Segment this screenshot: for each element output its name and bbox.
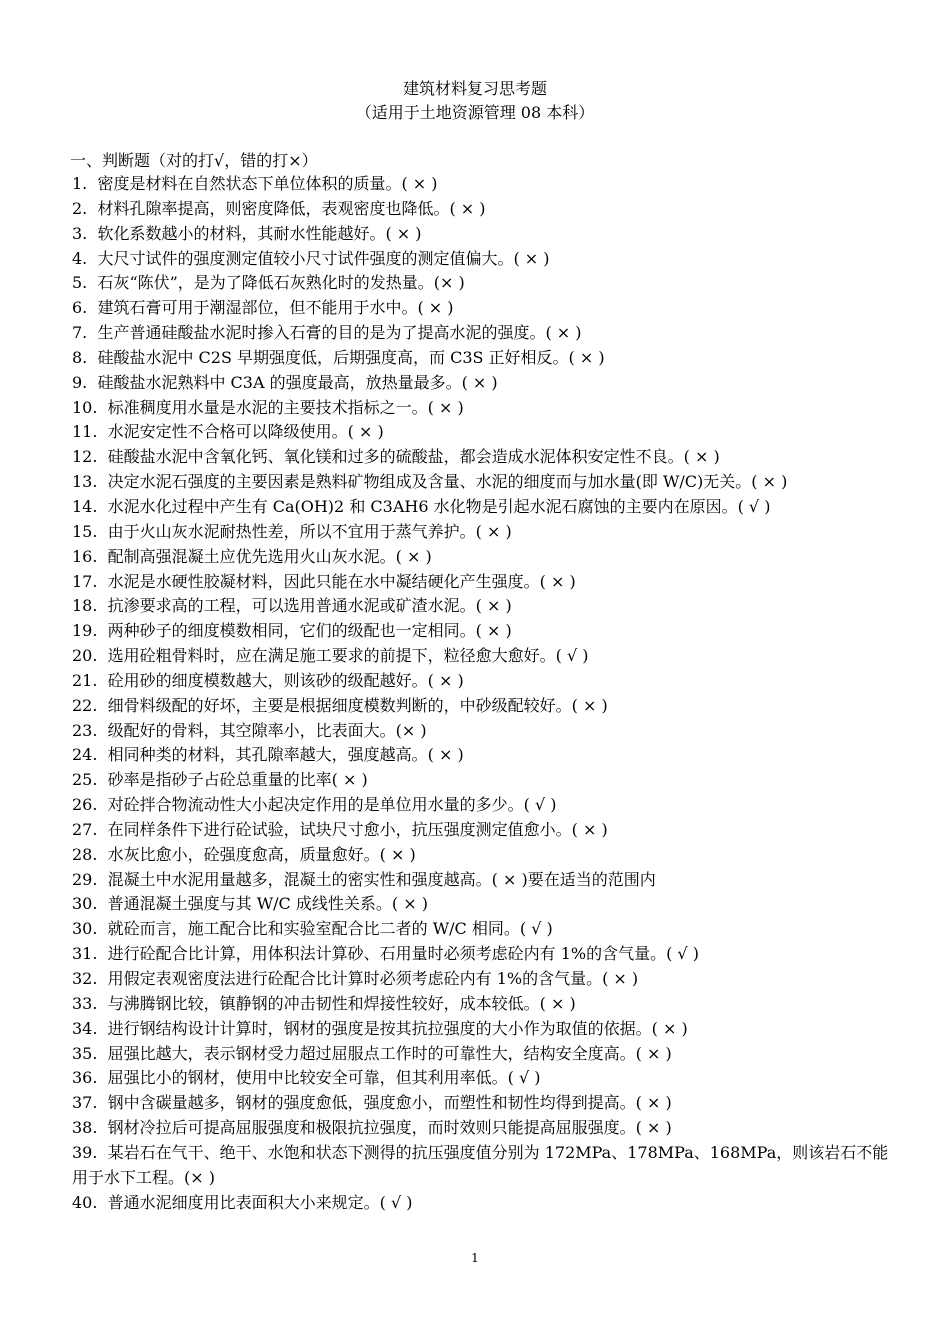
question-text: 屈强比越大，表示钢材受力超过屈服点工作时的可靠性大，结构安全度高。( × ) <box>107 1043 672 1063</box>
question-number: 30. <box>72 919 98 939</box>
question-text: 硅酸盐水泥熟料中 C3A 的强度最高，放热量最多。( × ) <box>97 372 498 392</box>
section-heading: 一、判断题（对的打√，错的打×） <box>70 151 318 170</box>
question-text: 进行钢结构设计计算时，钢材的强度是按其抗拉强度的大小作为取值的依据。( × ) <box>107 1018 688 1038</box>
question-number: 32. <box>72 969 98 988</box>
question-number: 40. <box>72 1192 98 1212</box>
question-text: 水泥水化过程中产生有 Ca(OH)2 和 C3AH6 水化物是引起水泥石腐蚀的主要内在原因。( √ ) <box>107 496 771 516</box>
question-item <box>72 917 892 942</box>
question-text: 级配好的骨料，其空隙率小，比表面大。(× ) <box>107 720 427 740</box>
question-text: 对砼拌合物流动性大小起决定作用的是单位用水量的多少。( √ ) <box>107 795 557 815</box>
question-text: 水灰比愈小，砼强度愈高，质量愈好。( × ) <box>107 844 416 864</box>
question-item <box>72 570 892 595</box>
question-text: 建筑石膏可用于潮湿部位，但不能用于水中。( × ) <box>97 298 454 318</box>
question-item <box>72 296 892 321</box>
question-text: 生产普通硅酸盐水泥时掺入石膏的目的是为了提高水泥的强度。( × ) <box>97 323 582 343</box>
question-text: 相同种类的材料，其孔隙率越大，强度越高。( × ) <box>107 745 464 765</box>
question-item <box>72 247 892 272</box>
question-number: 14. <box>72 496 98 516</box>
question-number: 20. <box>72 646 98 666</box>
question-item <box>72 1141 892 1191</box>
question-list <box>72 172 892 1215</box>
question-number: 9. <box>72 372 88 392</box>
question-item <box>72 396 892 421</box>
question-number: 37. <box>72 1093 98 1113</box>
question-number: 29. <box>72 869 98 889</box>
question-text: 硅酸盐水泥中含氧化钙、氧化镁和过多的硫酸盐，都会造成水泥体积安定性不良。( × ) <box>107 447 720 467</box>
question-text: 选用砼粗骨料时，应在满足施工要求的前提下，粒径愈大愈好。( √ ) <box>107 646 589 666</box>
question-number: 23. <box>72 720 98 740</box>
question-text: 大尺寸试件的强度测定值较小尺寸试件强度的测定值偏大。( × ) <box>97 248 550 268</box>
question-text: 钢材冷拉后可提高屈服强度和极限抗拉强度，而时效则只能提高屈服强度。( × ) <box>107 1118 672 1138</box>
question-item <box>72 967 892 992</box>
question-text: 与沸腾钢比较，镇静钢的冲击韧性和焊接性较好，成本较低。( × ) <box>107 993 576 1013</box>
question-number: 19. <box>72 621 98 641</box>
question-item <box>72 719 892 744</box>
question-item <box>72 619 892 644</box>
question-text: 软化系数越小的材料，其耐水性能越好。( × ) <box>97 223 422 243</box>
question-text: 某岩石在气干、绝干、水饱和状态下测得的抗压强度值分别为 172MPa、178MPa、168MPa，则该岩石不能用于水下工程。(× ) <box>72 1142 889 1187</box>
question-text: 普通水泥细度用比表面积大小来规定。( √ ) <box>107 1192 413 1212</box>
question-item <box>72 594 892 619</box>
page-number: 1 <box>471 1251 479 1265</box>
question-item <box>72 321 892 346</box>
question-number: 35. <box>72 1043 98 1063</box>
question-text: 两种砂子的细度模数相同，它们的级配也一定相同。( × ) <box>107 621 512 641</box>
question-text: 由于火山灰水泥耐热性差，所以不宜用于蒸气养护。( × ) <box>107 521 512 541</box>
question-text: 材料孔隙率提高，则密度降低，表观密度也降低。( × ) <box>97 198 486 218</box>
question-number: 25. <box>72 770 98 790</box>
question-item <box>72 271 892 296</box>
question-item <box>72 793 892 818</box>
question-number: 12. <box>72 447 98 467</box>
question-text: 砼用砂的细度模数越大，则该砂的级配越好。( × ) <box>107 670 464 690</box>
question-item <box>72 371 892 396</box>
question-number: 7. <box>72 323 88 343</box>
question-item <box>72 942 892 967</box>
question-text: 就砼而言，施工配合比和实验室配合比二者的 W/C 相同。( √ ) <box>107 919 553 939</box>
question-number: 34. <box>72 1018 98 1038</box>
question-number: 6. <box>72 298 88 318</box>
question-item <box>72 520 892 545</box>
question-text: 水泥安定性不合格可以降级使用。( × ) <box>107 422 384 442</box>
question-number: 31. <box>72 944 98 964</box>
question-number: 17. <box>72 571 98 591</box>
question-number: 15. <box>72 521 98 541</box>
question-text: 屈强比小的钢材，使用中比较安全可靠，但其利用率低。( √ ) <box>107 1068 541 1088</box>
question-text: 细骨料级配的好坏，主要是根据细度模数判断的，中砂级配较好。( × ) <box>107 695 608 715</box>
question-text: 用假定表观密度法进行砼配合比计算时必须考虑砼内有 1%的含气量。( × ) <box>107 969 639 988</box>
question-text: 钢中含碳量越多，钢材的强度愈低，强度愈小，而塑性和韧性均得到提高。( × ) <box>107 1093 672 1113</box>
question-item <box>72 818 892 843</box>
question-text: 水泥是水硬性胶凝材料，因此只能在水中凝结硬化产生强度。( × ) <box>107 571 576 591</box>
question-number: 24. <box>72 745 98 765</box>
question-text: 决定水泥石强度的主要因素是熟料矿物组成及含量、水泥的细度而与加水量(即 W/C)无关。( × ) <box>107 472 788 492</box>
question-text: 密度是材料在自然状态下单位体积的质量。( × ) <box>97 174 438 193</box>
question-item <box>72 694 892 719</box>
question-number: 8. <box>72 347 88 367</box>
question-number: 4. <box>72 248 88 268</box>
question-number: 16. <box>72 546 98 566</box>
question-text: 在同样条件下进行砼试验，试块尺寸愈小，抗压强度测定值愈小。( × ) <box>107 819 608 839</box>
question-text: 硅酸盐水泥中 C2S 早期强度低，后期强度高，而 C3S 正好相反。( × ) <box>97 347 605 367</box>
question-text: 标准稠度用水量是水泥的主要技术指标之一。( × ) <box>107 397 464 417</box>
question-number: 39. <box>72 1142 98 1162</box>
question-text: 抗渗要求高的工程，可以选用普通水泥或矿渣水泥。( × ) <box>107 596 512 616</box>
question-text: 进行砼配合比计算，用体积法计算砂、石用量时必须考虑砼内有 1%的含气量。( √ ) <box>107 944 699 964</box>
question-text: 石灰“陈伏”，是为了降低石灰熟化时的发热量。(× ) <box>97 273 465 293</box>
question-item <box>72 545 892 570</box>
document-title: 建筑材料复习思考题 <box>402 79 547 98</box>
question-item <box>72 1017 892 1042</box>
question-number: 38. <box>72 1118 98 1138</box>
question-item <box>72 1191 892 1216</box>
question-item <box>72 1042 892 1067</box>
question-number: 36. <box>72 1068 98 1088</box>
question-text: 普通混凝土强度与其 W/C 成线性关系。( × ) <box>107 894 428 914</box>
question-item <box>72 1116 892 1141</box>
question-text: 配制高强混凝土应优先选用火山灰水泥。( × ) <box>107 546 432 566</box>
question-number: 13. <box>72 472 98 492</box>
question-item <box>72 843 892 868</box>
question-item <box>72 1091 892 1116</box>
question-item <box>72 222 892 247</box>
question-number: 5. <box>72 273 88 293</box>
question-item <box>72 445 892 470</box>
question-item <box>72 197 892 222</box>
question-number: 10. <box>72 397 98 417</box>
question-number: 26. <box>72 795 98 815</box>
question-item <box>72 644 892 669</box>
question-number: 1. <box>72 174 88 193</box>
question-item <box>72 992 892 1017</box>
question-text: 砂率是指砂子占砼总重量的比率( × ) <box>107 770 368 790</box>
question-item <box>72 868 892 893</box>
question-item <box>72 1066 892 1091</box>
question-item <box>72 346 892 371</box>
question-item <box>72 892 892 917</box>
document-subtitle: （适用于土地资源管理 08 本科） <box>355 103 595 122</box>
question-number: 27. <box>72 819 98 839</box>
question-number: 11. <box>72 422 98 442</box>
question-number: 2. <box>72 198 88 218</box>
question-number: 30. <box>72 894 98 914</box>
question-number: 3. <box>72 223 88 243</box>
question-number: 21. <box>72 670 98 690</box>
question-number: 22. <box>72 695 98 715</box>
question-item <box>72 470 892 495</box>
question-text: 混凝土中水泥用量越多，混凝土的密实性和强度越高。( × )要在适当的范围内 <box>107 869 656 889</box>
question-item <box>72 669 892 694</box>
question-number: 33. <box>72 993 98 1013</box>
question-item <box>72 172 892 197</box>
question-number: 28. <box>72 844 98 864</box>
question-item <box>72 420 892 445</box>
question-item <box>72 768 892 793</box>
question-item <box>72 743 892 768</box>
question-item <box>72 495 892 520</box>
question-number: 18. <box>72 596 98 616</box>
